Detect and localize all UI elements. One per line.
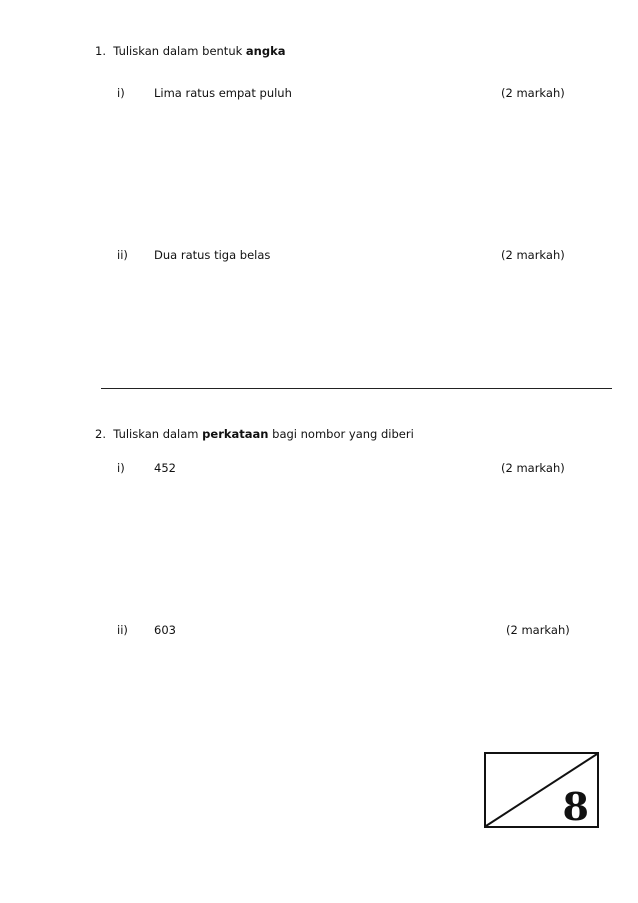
q1-item-1-roman: i) xyxy=(117,86,125,100)
q1-instruction: Tuliskan dalam bentuk xyxy=(113,44,243,58)
q2-item-2-roman: ii) xyxy=(117,623,128,637)
q1-item-2-roman: ii) xyxy=(117,248,128,262)
q2-item-1-text: 452 xyxy=(154,461,176,475)
score-box xyxy=(484,752,599,828)
q2-item-2-marks: (2 markah) xyxy=(506,623,570,637)
q1-number: 1. xyxy=(95,44,106,58)
q2-header xyxy=(95,427,414,441)
q2-item-1-marks: (2 markah) xyxy=(501,461,565,475)
q2-item-1-roman: i) xyxy=(117,461,125,475)
q1-item-1-text: Lima ratus empat puluh xyxy=(154,86,292,100)
q2-instruction-bold: perkataan xyxy=(202,427,269,441)
q1-header xyxy=(95,44,286,58)
q2-instruction-pre: Tuliskan dalam xyxy=(113,427,199,441)
section-divider xyxy=(101,388,612,389)
q2-number: 2. xyxy=(95,427,106,441)
q1-item-2-marks: (2 markah) xyxy=(501,248,565,262)
q2-item-2-text: 603 xyxy=(154,623,176,637)
q1-item-1-marks: (2 markah) xyxy=(501,86,565,100)
q2-instruction-post: bagi nombor yang diberi xyxy=(272,427,414,441)
score-total: 8 xyxy=(562,784,589,829)
q1-instruction-bold: angka xyxy=(245,44,286,58)
q1-item-2-text: Dua ratus tiga belas xyxy=(154,248,271,262)
